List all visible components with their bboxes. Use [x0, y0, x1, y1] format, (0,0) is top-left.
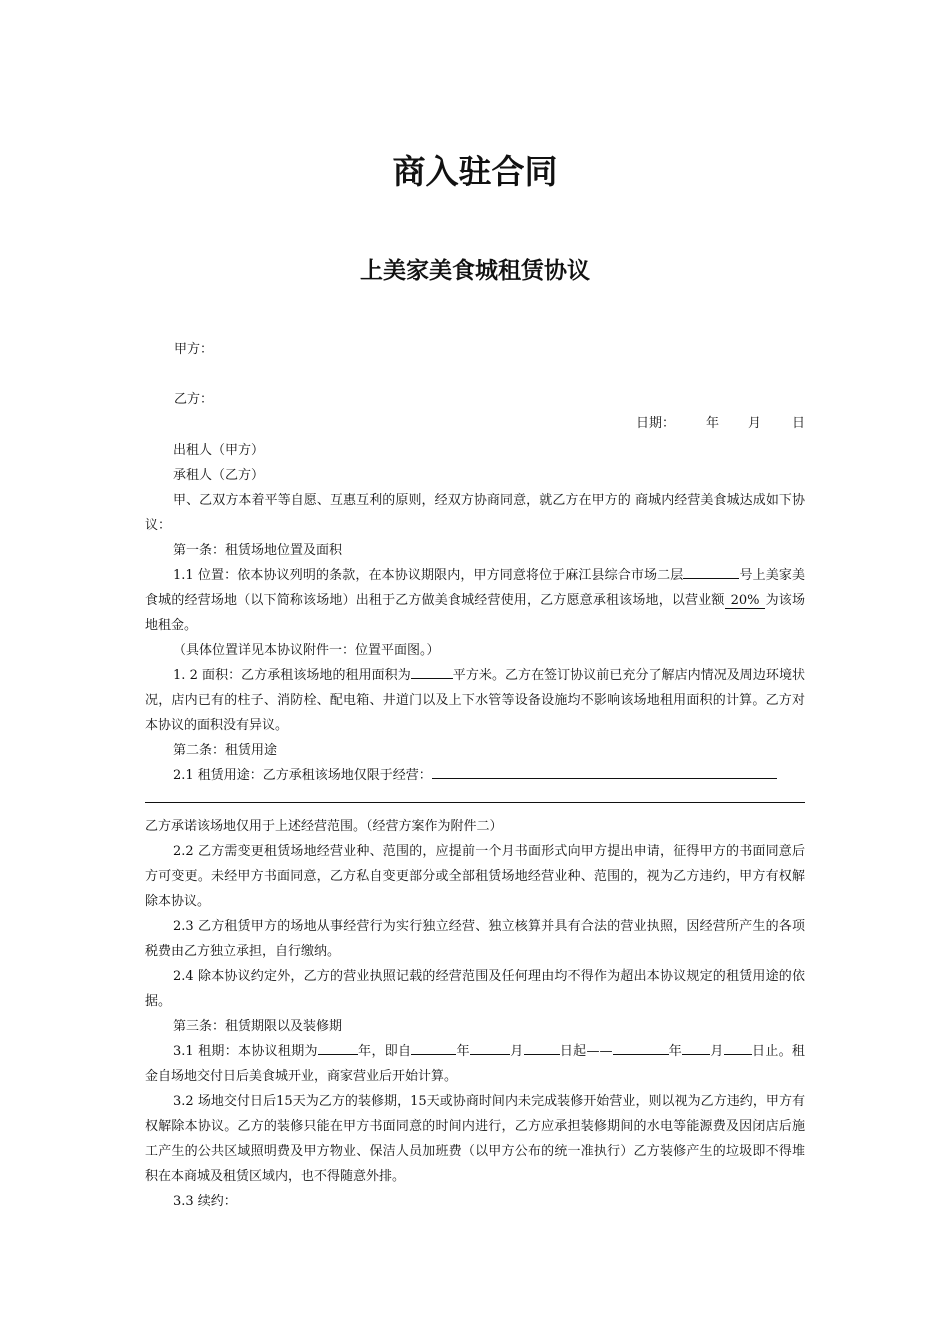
location-note: （具体位置详见本协议附件一：位置平面图。）: [173, 643, 440, 658]
clause-2-3: 2.3 乙方租赁甲方的场地从事经营行为实行独立经营、独立核算并具有合法的营业执照，因经营所产生的各项税费由乙方独立承担，自行缴纳。: [145, 919, 805, 959]
article-2-title: 第二条：租赁用途: [173, 743, 278, 758]
document-subtitle: 上美家美食城租赁协议: [360, 258, 590, 284]
clause-1-2-text-b: 平方米。乙方在签订协议前已充分了解店内情况及周边环境状况，店内已有的柱子、消防栓、配电箱、井道门以及上下水管等设备设施均不影响该场地租用面积的计算。乙方对本协议的面积没有异议。: [145, 668, 805, 733]
blank-start-year: [411, 1039, 456, 1055]
rent-percentage: 20%: [725, 593, 766, 609]
party-a-label: 甲方：: [174, 342, 214, 357]
clause-2-1-tail: 乙方承诺该场地仅用于上述经营范围。（经营方案作为附件二）: [145, 819, 503, 834]
intro-paragraph: 甲、乙双方本着平等自愿、互惠互利的原则，经双方协商同意，就乙方在甲方的 商城内经营美食城达成如下协议：: [145, 493, 805, 533]
clause-3-2: 3.2 场地交付日后15天为乙方的装修期，15天或协商时间内未完成装修开始营业，则以视为乙方违约，甲方有权解除本协议。乙方的装修只能在甲方书面同意的时间内进行，乙方应承担装修期间的水电等能源费及因闭店后施工产生的公共区域照明费及甲方物业、保洁人员加班费（以甲方公布的统一准执行）乙方装修产生的垃圾即不得堆积在本商城及租赁区域内，也不得随意外排。: [145, 1094, 805, 1184]
date-year: 年: [706, 416, 720, 431]
clause-2-1-text: 2.1 租赁用途：乙方承租该场地仅限于经营：: [173, 768, 432, 783]
clause-3-1-text-e: 日起——: [559, 1044, 613, 1059]
blank-start-day: [524, 1039, 560, 1055]
article-1-title: 第一条：租赁场地位置及面积: [173, 543, 343, 558]
clause-3-1-text-g: 月: [710, 1044, 724, 1059]
clause-3-1-text-f: 年: [668, 1044, 683, 1059]
clause-1-1: [145, 563, 805, 638]
blank-end-month: [682, 1039, 710, 1055]
date-day: 日: [792, 416, 806, 431]
blank-business-scope: [432, 763, 777, 779]
clause-3-1-text-h: 日止。租金自场地交付日后美食城开业，商家营业后开始计算。: [145, 1044, 805, 1084]
blank-end-day: [724, 1039, 752, 1055]
clause-3-1-text-a: 3.1 租期：本协议租期为: [173, 1044, 318, 1059]
article-3-title: 第三条：租赁期限以及装修期: [173, 1019, 343, 1034]
date-row: [636, 414, 806, 434]
blank-business-scope-line-2: [145, 788, 805, 803]
blank-end-year: [613, 1039, 669, 1055]
blank-number: [683, 563, 739, 579]
blank-term-years: [318, 1039, 358, 1055]
clause-2-1: [145, 763, 805, 788]
clause-1-1-text-c: 为该场地租金。: [145, 593, 805, 633]
date-label: 日期：: [636, 416, 676, 431]
date-month: 月: [748, 416, 762, 431]
blank-area: [411, 663, 453, 679]
lessee-line: 承租人（乙方）: [173, 468, 265, 483]
document-title: 商入驻合同: [392, 152, 558, 191]
blank-start-month: [470, 1039, 510, 1055]
clause-1-2-text-a: 1. 2 面积：乙方承租该场地的租用面积为: [173, 668, 411, 683]
lessor-line: 出租人（甲方）: [173, 443, 265, 458]
clause-1-1-text-a: 1.1 位置：依本协议列明的条款，在本协议期限内，甲方同意将位于麻江县综合市场二层: [173, 568, 684, 583]
clause-2-2: 2.2 乙方需变更租赁场地经营业种、范围的，应提前一个月书面形式向甲方提出申请，征得甲方的书面同意后方可变更。未经甲方书面同意，乙方私自变更部分或全部租赁场地经营业种、范围的，视为乙方违约，甲方有权解除本协议。: [145, 844, 805, 909]
contract-body: [145, 438, 805, 1214]
clause-3-1-text-c: 年: [456, 1044, 470, 1059]
clause-1-1-text-b: 号上美家美食城的经营场地（以下简称该场地）出租于乙方做美食城经营使用，乙方愿意承租该场地，以营业额: [145, 568, 805, 608]
clause-3-1: [145, 1039, 805, 1089]
party-b-label: 乙方：: [174, 392, 214, 407]
clause-3-3: 3.3 续约：: [173, 1194, 237, 1209]
clause-3-1-text-d: 月: [509, 1044, 524, 1059]
clause-1-2: [145, 663, 805, 738]
clause-2-4: 2.4 除本协议约定外，乙方的营业执照记载的经营范围及任何理由均不得作为超出本协议规定的租赁用途的依据。: [145, 969, 805, 1009]
clause-3-1-text-b: 年，即自: [357, 1044, 412, 1059]
